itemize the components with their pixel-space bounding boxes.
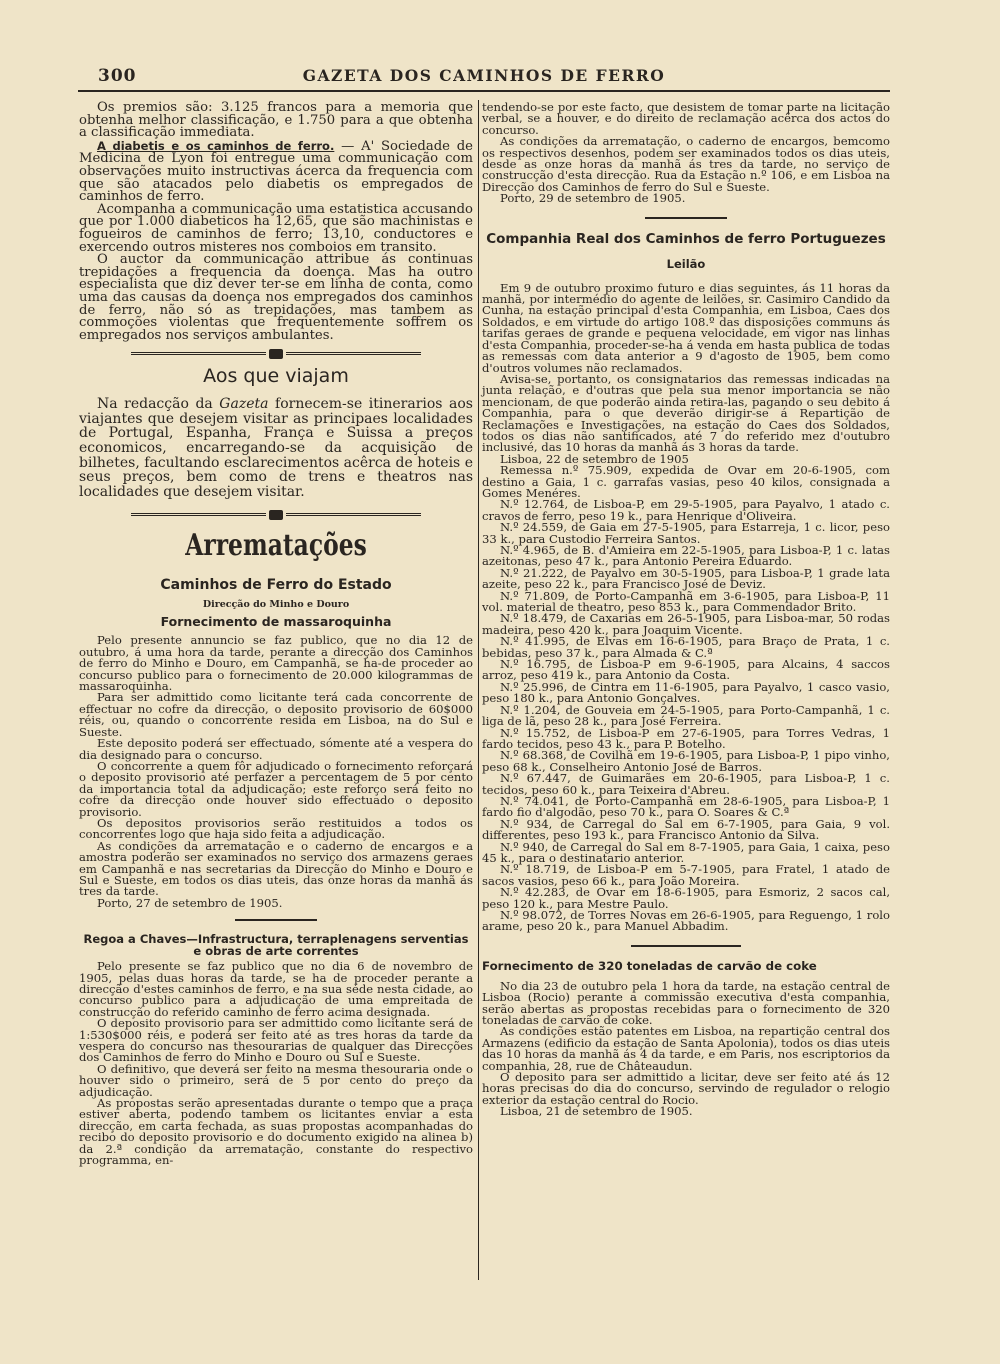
remessa-item: N.º 18.719, de Lisboa-P em 5-7-1905, para Fratel, 1 atado de sacos vasios, peso 66 k., para João Moreira. — [482, 862, 890, 888]
section-rule — [235, 919, 317, 921]
regoa-p3: O definitivo, que deverá ser feito na mesma thesouraria onde o houver sido o primeiro, será de 5 por cento do preço da adjudicação. — [79, 1061, 473, 1099]
remessa-item: N.º 42.283, de Ovar em 18-6-1905, para Esmoriz, 2 sacos cal, peso 120 k., para Mestre Paulo. — [482, 885, 890, 911]
coke-p1: No dia 23 de outubro pela 1 hora da tarde, na estação central de Lisboa (Rocio) perante a commissão executiva d'esta companhia, serão abertas as propostas recebidas para o fornecimento de 320 toneladas de carvão de coke. — [482, 978, 890, 1028]
remessa-item: N.º 74.041, de Porto-Campanhã em 28-6-1905, para Lisboa-P, 1 fardo fio d'algodão, peso 70 k., para O. Soares & C.ª — [482, 793, 890, 820]
diabetis-heading: A diabetis e os caminhos de ferro. — [97, 138, 335, 153]
leilao-date: Lisboa, 22 de setembro de 1905 — [500, 451, 689, 466]
remessa-item: N.º 12.764, de Lisboa-P, em 29-5-1905, para Payalvo, 1 atado c. cravos de ferro, peso 19 k., para Henrique d'Oliveira. — [482, 497, 890, 523]
massaroquinha-p4: O concorrente a quem fôr adjudicado o fornecimento reforçará o deposito provisorio até perfazer a percentagem de 5 por cento da importancia total da adjudicação; este reforço será feito no cofre da direcção onde houver sido effectuado o deposito provisorio. — [79, 758, 473, 819]
massaroquinha-p6: As condições da arrematação e o caderno de encargos e a amostra poderão ser examinados no serviço dos armazens geraes em Campanhã e nas secretarias da Direcção do Minho e Douro e Sul e Sueste, em todos os dias uteis, das onze horas da manhã ás tres da tarde. — [79, 838, 473, 899]
leilao-title: Leilão — [666, 256, 706, 271]
journal-title: GAZETA DOS CAMINHOS DE FERRO — [302, 66, 666, 85]
left-column — [79, 102, 473, 1167]
massaroquinha-p2: Para ser admittido como licitante terá cada concorrente de effectuar no cofre da direcção, o deposito provisorio de 60$000 réis, ou, quando o concorrente resida em Lisboa, na do Sul e Sueste. — [79, 690, 473, 739]
gazeta-italic: Gazeta — [219, 396, 269, 413]
remessa-item: Remessa n.º 75.909, expedida de Ovar em 20-6-1905, com destino a Gaia, 1 c. garrafas vasias, peso 40 kilos, consignada a Gomes Menéres. — [482, 463, 890, 500]
section-rule-right — [645, 217, 727, 219]
remessa-item: N.º 41.995, de Elvas em 16-6-1905, para Braço de Prata, 1 c. bebidas, peso 37 k., para Almada & C.ª — [482, 634, 890, 660]
remessa-item: N.º 4.965, de B. d'Amieira em 22-5-1905, para Lisboa-P, 1 c. latas azeitonas, peso 47 k., para Antonio Pereira Eduardo. — [482, 543, 890, 569]
viajam-title: Aos que viajam — [203, 365, 349, 388]
continuation-date: Porto, 29 de setembro de 1905. — [500, 191, 686, 206]
coke-p3: O deposito para ser admittido a licitar, deve ser feito até ás 12 horas precisas do dia do concurso, servindo de regulador o relogio exterior da estação central do Rocio. — [482, 1070, 890, 1107]
remessa-item: N.º 1.204, de Gouveia em 24-5-1905, para Porto-Campanhã, 1 c. liga de lã, peso 28 k., para José Ferreira. — [482, 702, 890, 729]
companhia-title: Companhia Real dos Caminhos de ferro Portuguezes — [486, 230, 886, 247]
remessa-item: N.º 71.809, de Porto-Campanhã em 3-6-1905, para Lisboa-P, 11 vol. material de theatro, peso 853 k., para Commendador Brito. — [482, 588, 890, 615]
remessa-item: N.º 18.479, de Caxarias em 26-5-1905, para Lisboa-mar, 50 rodas madeira, peso 420 k., para Joaquim Vicente. — [482, 611, 890, 637]
paragraph-diabetis — [79, 140, 473, 204]
remessa-item: N.º 68.368, de Covilhã em 19-6-1905, para Lisboa-P, 1 pipo vinho, peso 68 k., Conselheiro Antonio José de Barros. — [482, 748, 890, 774]
arrematacoes-title: Arrematações — [185, 528, 367, 564]
regoa-title: Regoa a Chaves—Infrastructura, terraplenagens serventias e obras de arte correntes — [83, 932, 469, 959]
remessa-item: N.º 15.752, de Lisboa-P em 27-6-1905, para Torres Vedras, 1 fardo tecidos, peso 43 k., para P. Botelho. — [482, 725, 890, 751]
remessa-item: N.º 940, de Carregal do Sal em 8-7-1905, para Gaia, 1 caixa, peso 45 k., para o destinatario anterior. — [482, 839, 890, 865]
massaroquinha-p3: Este deposito poderá ser effectuado, sómente até a vespera do dia designado para o concurso. — [79, 736, 473, 762]
paragraph-estatistica: Acompanha a communicação uma estatistica accusando que por 1.000 diabeticos ha 12,65, que são machinistas e fogueiros de caminhos de ferro; 13,10, conductores e exercendo outros misteres nos comboios em transito. — [79, 201, 473, 255]
regoa-p1: Pelo presente se faz publico que no dia 6 de novembro de 1905, pelas duas horas da tarde, se ha de proceder perante a direcção d'estes caminhos de ferro, e na sua séde nesta cidade, ao concurso publico para a adjudicação de uma empreitada de construcção do referido caminho de ferro acima designada. — [79, 959, 473, 1019]
continuation-p1: tendendo-se por este facto, que desistem de tomar parte na licitação verbal, se a houver, e do direito de reclamação acêrca dos actos do concurso. — [482, 100, 890, 137]
remessa-item: N.º 934, de Carregal do Sal em 6-7-1905, para Gaia, 9 vol. differentes, peso 193 k., para Francisco Antonio da Silva. — [482, 816, 890, 843]
header-rule — [78, 90, 890, 92]
minho-douro-subtitle: Direcção do Minho e Douro — [202, 599, 350, 611]
massaroquinha-date: Porto, 27 de setembro de 1905. — [97, 895, 283, 910]
coke-title: Fornecimento de 320 toneladas de carvão de coke — [482, 958, 817, 973]
coke-p2: As condições estão patentes em Lisboa, na repartição central dos Armazens (edificio da estação de Santa Apolonia), todos os dias uteis das 10 horas da manhã ás 4 da tarde, e em Paris, nos escriptorios da companhia, 28, rue de Châteaudun. — [482, 1024, 890, 1073]
leilao-p1: Em 9 de outubro proximo futuro e dias seguintes, ás 11 horas da manhã, por intermédio do agente de leilões, sr. Casimiro Candido da Cunha, na estação principal d'esta Companhia, em Lisboa, Caes dos Soldados, e em virtude do artigo 108.º das disposições communs ás tarifas geraes de grande e pequena velocidade, em vigor nas linhas d'esta Companhia, proceder-se-ha á venda em hasta publica de todas as remessas com data anterior a 9 d'agosto de 1905, bem como d'outros volumes não reclamados. — [482, 280, 890, 375]
page-number: 300 — [98, 66, 137, 86]
continuation-p2: As condições da arrematação, o caderno de encargos, bemcomo os respectivos desenhos, podem ser examinados todos os dias uteis, desde as onze horas da manhã ás tres da tarde, no serviço de construcção d'esta direcção. Rua da Estação n.º 106, e em Lisboa na Direcção dos Caminhos de ferro do Sul e Sueste. — [482, 134, 890, 194]
remessa-item: N.º 98.072, de Torres Novas em 26-6-1905, para Reguengo, 1 rolo arame, peso 20 k., para Manuel Abbadim. — [482, 908, 890, 934]
regoa-p4: As propostas serão apresentadas durante o tempo que a praça estiver aberta, podendo tambem os licitantes enviar a esta direcção, em carta fechada, as suas propostas acompanhadas do recibo do deposito provisorio e do documento exigido na alinea b) da 2.ª condição da arrematação, constante do respectivo programma, en- — [79, 1096, 473, 1168]
page-header — [78, 62, 890, 90]
ornament-divider — [79, 348, 473, 359]
diabetis-text: — A' Sociedade de Medicina de Lyon foi entregue uma communicação com observações muito instructivas ácerca da frequencia com que são atacados pelo diabetis os empregados de caminhos de ferro. — [79, 138, 473, 205]
paragraph-auctor: O auctor da communicação attribue ás continuas trepidações a frequencia da doença. Mas ha outro especialista que diz dever ter-se em linha de conta, como uma das causas da doença nos empregados dos caminhos de ferro, não só as trepidações, mas tambem as commoções violentas que frequentemente soffrem os empregados nos serviços ambulantes. — [79, 252, 473, 343]
viajam-text-b: fornecem-se itinerarios aos viajantes que desejem visitar as principaes localidades de Portugal, Espanha, França e Suissa a preços economicos, encarregando-se da acquisição de bilhetes, facultando esclarecimentos acêrca de hoteis e seus preços, bem como de trens e theatros nas localidades que desejem visitar. — [79, 396, 473, 500]
paragraph-premios: Os premios são: 3.125 francos para a memoria que obtenha melhor classificação, e 1.750 para a que obtenha a classificação immediata. — [79, 100, 473, 141]
leilao-p2: Avisa-se, portanto, os consignatarios das remessas indicadas na junta relação, e d'outras que pela sua menor importancia se não mencionam, de que poderão ainda retira-las, pagando o seu debito á Companhia, para o que deverão dirigir-se á Repartição de Reclamações e Investigações, na estação do Caes dos Soldados, todos os dias não santificados, até 7 do referido mez d'outubro inclusivé, das 10 horas da manhã ás 3 horas da tarde. — [482, 371, 890, 455]
remessa-item: N.º 21.222, de Payalvo em 30-5-1905, para Lisboa-P, 1 grade lata azeite, peso 22 k., para Francisco José de Deviz. — [482, 565, 890, 592]
regoa-p2: O deposito provisorio para ser admittido como licitante será de 1:530$000 réis, e poderá ser feito até as tres horas da tarde da vespera do concurso nas thesourarias de qualquer das Direcções dos Caminhos de ferro do Minho e Douro ou Sul e Sueste. — [79, 1016, 473, 1065]
ornament-divider-2 — [79, 509, 473, 520]
estado-title: Caminhos de Ferro do Estado — [160, 577, 392, 594]
paragraph-viajam — [79, 397, 473, 499]
remessa-item: N.º 67.447, de Guimarães em 20-6-1905, para Lisboa-P, 1 c. tecidos, peso 60 k., para Teixeira d'Abreu. — [482, 771, 890, 797]
massaroquinha-p1: Pelo presente annuncio se faz publico, que no dia 12 de outubro, á uma hora da tarde, perante a direcção dos Caminhos de ferro do Minho e Douro, em Campanhã, se ha-de proceder ao concurso publico para o fornecimento de 20.000 kilogrammas de massaroquinha. — [79, 633, 473, 694]
column-divider — [478, 100, 479, 1280]
remessas-list — [482, 465, 890, 933]
section-rule-coke — [631, 945, 741, 947]
massaroquinha-title: Fornecimento de massaroquinha — [160, 614, 392, 630]
coke-date: Lisboa, 21 de setembro de 1905. — [500, 1104, 693, 1119]
right-column — [482, 102, 890, 1118]
remessa-item: N.º 25.996, de Cintra em 11-6-1905, para Payalvo, 1 casco vasio, peso 180 k., para Antonio Gonçalves. — [482, 679, 890, 706]
remessa-item: N.º 24.559, de Gaia em 27-5-1905, para Estarreja, 1 c. licor, peso 33 k., para Custodio Ferreira Santos. — [482, 520, 890, 546]
massaroquinha-p5: Os depositos provisorios serão restituidos a todos os concorrentes logo que haja sido feita a adjudicação. — [79, 815, 473, 842]
remessa-item: N.º 16.795, de Lisboa-P em 9-6-1905, para Alcains, 4 saccos arroz, peso 419 k., para Antonio da Costa. — [482, 657, 890, 683]
viajam-text-a: Na redacção da — [97, 396, 220, 413]
